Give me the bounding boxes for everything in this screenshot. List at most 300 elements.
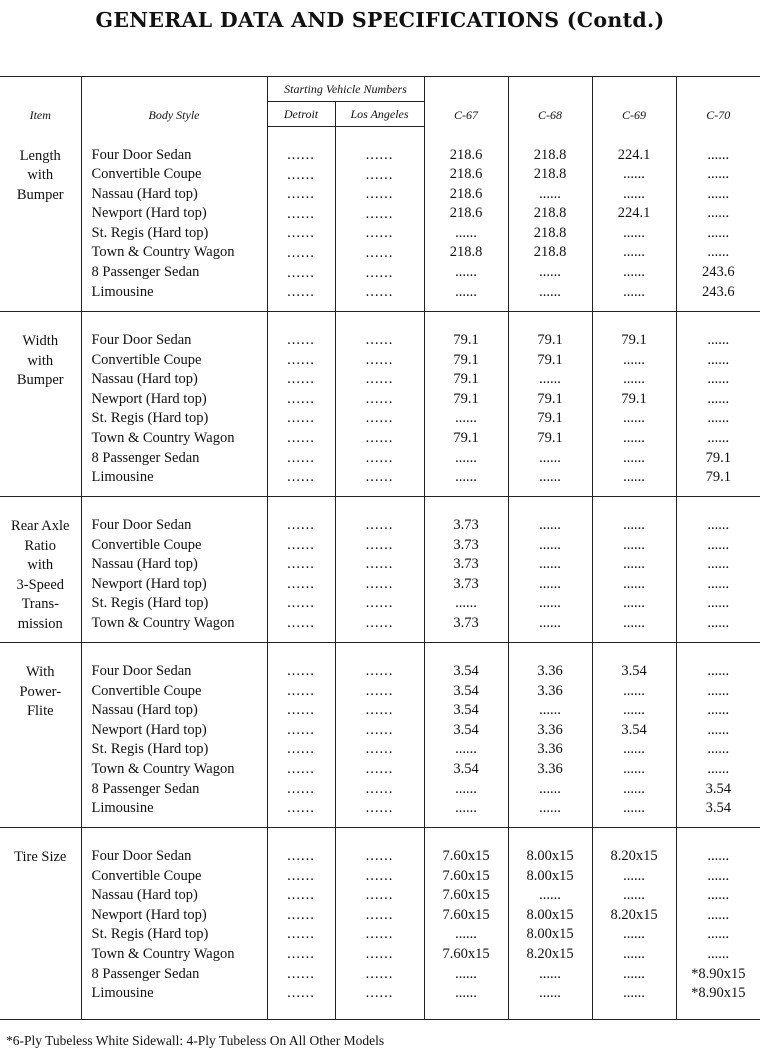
spec-group [0,127,760,312]
c68-value: ...... [539,556,561,573]
c67-value: 7.60x15 [442,945,490,962]
item-label-line: Power- [19,683,62,700]
header-model: C-67 [424,77,508,127]
c69-value: ...... [623,741,645,758]
los-angeles-value: ...... [365,760,394,777]
detroit-value: ...... [287,595,315,612]
c70-value: ...... [707,166,730,183]
detroit-value: ...... [287,906,315,923]
c70-value: ...... [707,887,730,904]
los-angeles-value: ...... [365,244,394,261]
c70-value: ...... [707,556,730,573]
los-angeles-value: ...... [365,449,394,466]
c69-value: ...... [623,702,645,719]
header-model: C-69 [592,77,676,127]
c67-value: 3.54 [453,663,479,679]
detroit-value: ...... [287,985,315,1002]
c69-value: ...... [623,887,645,904]
c69-value: ...... [623,536,645,553]
c67-value: 7.60x15 [442,887,490,904]
c70-value: *8.90x15 [691,965,746,982]
c68-value-column [508,828,592,1020]
c69-value-column [592,828,676,1020]
detroit-value: ...... [287,848,315,864]
c67-value: 7.60x15 [442,848,490,864]
item-label-line: Length [19,147,61,164]
body-style: Nassau (Hard top) [91,185,198,202]
body-style: Newport (Hard top) [91,205,207,222]
item-label-line: with [27,352,54,369]
item-label-line: Bumper [16,372,64,389]
detroit-value: ...... [287,332,315,348]
c70-value: ...... [707,848,730,864]
item-label-line: 3-Speed [16,576,64,593]
c69-value: ...... [623,469,645,486]
c67-value: ...... [455,741,477,758]
los-angeles-value: ...... [365,147,394,163]
c68-value: ...... [539,536,561,553]
los-angeles-value-column [335,127,424,312]
c67-value: ...... [455,965,477,982]
body-style: Convertible Coupe [91,166,202,183]
c70-value-column [676,643,760,828]
c69-value: 224.1 [617,205,651,222]
body-style: 8 Passenger Sedan [91,965,200,982]
body-style: Convertible Coupe [91,351,202,368]
item-label-line: with [27,557,54,574]
c68-value: 79.1 [537,429,563,446]
c68-value-column [508,127,592,312]
c70-value: ...... [707,224,730,241]
c69-value-column [592,497,676,643]
item-label-line: With [26,664,55,680]
c68-value: 218.8 [533,146,567,163]
c67-value: ...... [455,926,477,943]
c67-value: ...... [455,780,477,797]
c70-value: *8.90x15 [691,985,746,1002]
c68-value: ...... [539,780,561,797]
body-style-column [81,312,267,497]
header-detroit: Detroit [267,102,335,127]
detroit-value: ...... [287,887,315,904]
c68-value-column [508,312,592,497]
c67-value-column [424,828,508,1020]
item-label [0,828,81,1020]
c68-value: ...... [539,965,561,982]
c69-value: 79.1 [621,390,647,407]
item-label [0,127,81,312]
c68-value: ...... [539,517,561,533]
spec-group [0,497,760,643]
los-angeles-value: ...... [365,205,394,222]
c67-value: 79.1 [453,351,479,368]
c69-value: ...... [623,244,645,261]
detroit-value: ...... [287,721,315,738]
detroit-value: ...... [287,410,315,427]
c68-value: ...... [539,595,561,612]
c68-value: 3.36 [537,741,563,758]
c68-value: ...... [539,449,561,466]
c67-value: 3.73 [453,556,479,573]
c69-value: ...... [623,166,645,183]
detroit-value: ...... [287,741,315,758]
detroit-value: ...... [287,469,315,486]
los-angeles-value: ...... [365,614,394,631]
c70-value: ...... [707,906,730,923]
detroit-value-column [267,312,335,497]
c69-value: 224.1 [617,146,651,163]
c70-value: ...... [707,614,730,631]
c68-value: 218.8 [533,166,567,183]
los-angeles-value: ...... [365,186,394,203]
detroit-value: ...... [287,205,315,222]
detroit-value: ...... [287,614,315,631]
c68-value: 8.00x15 [526,848,574,864]
c70-value: ...... [707,517,730,533]
body-style: Four Door Sedan [91,517,192,533]
c68-value: 218.8 [533,205,567,222]
c67-value: 218.6 [449,205,483,222]
detroit-value: ...... [287,284,315,301]
body-style: Town & Country Wagon [91,614,235,631]
c67-value: 218.8 [449,244,483,261]
body-style: St. Regis (Hard top) [91,410,209,427]
los-angeles-value: ...... [365,517,394,533]
c68-value: 79.1 [537,410,563,427]
detroit-value: ...... [287,945,315,962]
c67-value-column [424,497,508,643]
c67-value: 3.73 [453,614,479,631]
c68-value: ...... [539,702,561,719]
c70-value: 243.6 [701,283,735,300]
c67-value: 3.54 [453,702,479,719]
c69-value: ...... [623,224,645,241]
spec-group [0,643,760,828]
body-style-column [81,643,267,828]
body-style: Limousine [91,985,154,1002]
los-angeles-value: ...... [365,985,394,1002]
body-style: 8 Passenger Sedan [91,780,200,797]
los-angeles-value: ...... [365,371,394,388]
c67-value: ...... [455,283,477,300]
c70-value: ...... [707,536,730,553]
item-label-line: with [27,167,54,184]
body-style: Newport (Hard top) [91,721,207,738]
c69-value-column [592,127,676,312]
c69-value: ...... [623,760,645,777]
c67-value: 3.54 [453,682,479,699]
c67-value: 7.60x15 [442,867,490,884]
c68-value: ...... [539,614,561,631]
item-label [0,643,81,828]
los-angeles-value: ...... [365,780,394,797]
los-angeles-value-column [335,828,424,1020]
c69-value: ...... [623,985,645,1002]
c68-value: ...... [539,985,561,1002]
los-angeles-value: ...... [365,556,394,573]
c67-value: 7.60x15 [442,906,490,923]
body-style: Convertible Coupe [91,682,202,699]
c70-value: ...... [707,945,730,962]
item-label-line: Trans- [21,596,59,613]
c70-value-column [676,828,760,1020]
los-angeles-value: ...... [365,702,394,719]
c69-value: ...... [623,575,645,592]
page-title: GENERAL DATA AND SPECIFICATIONS (Contd.) [95,8,665,32]
los-angeles-value: ...... [365,284,394,301]
item-label-line: Rear Axle [11,518,70,534]
c70-value: ...... [707,185,730,202]
los-angeles-value: ...... [365,721,394,738]
body-style-column [81,497,267,643]
los-angeles-value: ...... [365,225,394,242]
body-style: Nassau (Hard top) [91,371,198,388]
los-angeles-value: ...... [365,595,394,612]
c70-value-column [676,497,760,643]
los-angeles-value: ...... [365,906,394,923]
c68-value-column [508,497,592,643]
c69-value-column [592,312,676,497]
c67-value-column [424,312,508,497]
detroit-value-column [267,127,335,312]
c68-value: ...... [539,264,561,281]
c69-value: ...... [623,614,645,631]
c68-value: ...... [539,575,561,592]
c67-value: 3.73 [453,517,479,533]
c70-value: ...... [707,702,730,719]
c70-value: ...... [707,575,730,592]
c69-value: ...... [623,517,645,533]
c69-value: 8.20x15 [610,848,658,864]
los-angeles-value: ...... [365,741,394,758]
los-angeles-value-column [335,497,424,643]
body-style: Four Door Sedan [91,146,192,163]
c70-value: ...... [707,867,730,884]
detroit-value: ...... [287,147,315,163]
c69-value: ...... [623,264,645,281]
c70-value-column [676,312,760,497]
item-label-line: Width [22,333,59,349]
c68-value: ...... [539,371,561,388]
c70-value: ...... [707,205,730,222]
body-style: St. Regis (Hard top) [91,224,209,241]
los-angeles-value: ...... [365,848,394,864]
item-label-line: Ratio [24,537,56,554]
c67-value-column [424,127,508,312]
los-angeles-value: ...... [365,332,394,348]
c67-value: 3.73 [453,536,479,553]
c69-value: ...... [623,780,645,797]
c68-value-column [508,643,592,828]
c70-value: ...... [707,663,730,679]
body-style: Town & Country Wagon [91,429,235,446]
detroit-value: ...... [287,264,315,281]
c70-value: ...... [707,390,730,407]
body-style: Limousine [91,469,154,486]
detroit-value: ...... [287,702,315,719]
c67-value: 79.1 [453,332,479,348]
c67-value: ...... [455,449,477,466]
c70-value: ...... [707,595,730,612]
c70-value: ...... [707,371,730,388]
c69-value: ...... [623,945,645,962]
header-los-angeles: Los Angeles [335,102,424,127]
body-style: Newport (Hard top) [91,906,207,923]
c68-value: ...... [539,283,561,300]
header-model: C-70 [676,77,760,127]
los-angeles-value: ...... [365,800,394,817]
body-style: St. Regis (Hard top) [91,926,209,943]
detroit-value-column [267,643,335,828]
body-style: Four Door Sedan [91,848,192,864]
spec-group [0,828,760,1020]
c69-value: ...... [623,449,645,466]
body-style: Convertible Coupe [91,536,202,553]
c70-value: ...... [707,741,730,758]
c68-value: ...... [539,887,561,904]
c69-value: 3.54 [621,663,647,679]
body-style-column [81,127,267,312]
c70-value: 243.6 [701,264,735,281]
body-style: Nassau (Hard top) [91,556,198,573]
detroit-value: ...... [287,390,315,407]
c67-value: 3.73 [453,575,479,592]
detroit-value: ...... [287,575,315,592]
los-angeles-value: ...... [365,663,394,679]
c67-value: 79.1 [453,429,479,446]
c70-value: ...... [707,351,730,368]
los-angeles-value: ...... [365,945,394,962]
detroit-value: ...... [287,536,315,553]
header-body-style: Body Style [81,77,267,127]
los-angeles-value: ...... [365,887,394,904]
c69-value: ...... [623,429,645,446]
body-style: Limousine [91,800,154,817]
c70-value-column [676,127,760,312]
c69-value: ...... [623,556,645,573]
c68-value: 218.8 [533,244,567,261]
c67-value: 3.54 [453,721,479,738]
c70-value: 79.1 [705,449,731,466]
c69-value: ...... [623,283,645,300]
los-angeles-value-column [335,312,424,497]
c67-value: 3.54 [453,760,479,777]
c70-value: ...... [707,760,730,777]
body-style: Convertible Coupe [91,867,202,884]
c67-value-column [424,643,508,828]
item-label-line: Flite [26,703,54,720]
detroit-value: ...... [287,186,315,203]
body-style: 8 Passenger Sedan [91,449,200,466]
los-angeles-value: ...... [365,410,394,427]
c68-value: 3.36 [537,682,563,699]
detroit-value: ...... [287,371,315,388]
los-angeles-value: ...... [365,867,394,884]
body-style: Town & Country Wagon [91,244,235,261]
c67-value: ...... [455,985,477,1002]
c68-value: ...... [539,469,561,486]
c68-value: 8.00x15 [526,926,574,943]
c69-value: ...... [623,371,645,388]
item-label-line: mission [17,615,63,632]
c68-value: 3.36 [537,663,563,679]
spec-table [0,76,760,1020]
detroit-value-column [267,828,335,1020]
c69-value: ...... [623,595,645,612]
c70-value: ...... [707,332,730,348]
detroit-value: ...... [287,225,315,242]
detroit-value: ...... [287,166,315,183]
body-style: Town & Country Wagon [91,945,235,962]
c67-value: ...... [455,224,477,241]
body-style: Newport (Hard top) [91,390,207,407]
c70-value: 3.54 [705,780,731,797]
body-style: St. Regis (Hard top) [91,595,209,612]
detroit-value: ...... [287,780,315,797]
body-style-column [81,828,267,1020]
item-label [0,497,81,643]
c70-value: ...... [707,429,730,446]
c68-value: 79.1 [537,390,563,407]
body-style: Four Door Sedan [91,332,192,348]
c69-value: ...... [623,682,645,699]
body-style: 8 Passenger Sedan [91,264,200,281]
c68-value: 79.1 [537,351,563,368]
los-angeles-value: ...... [365,536,394,553]
detroit-value: ...... [287,517,315,533]
c70-value: 3.54 [705,800,731,817]
body-style: Nassau (Hard top) [91,702,198,719]
c68-value: 8.00x15 [526,906,574,923]
detroit-value: ...... [287,867,315,884]
los-angeles-value: ...... [365,965,394,982]
los-angeles-value: ...... [365,575,394,592]
c67-value: ...... [455,264,477,281]
detroit-value: ...... [287,663,315,679]
c67-value: 218.6 [449,185,483,202]
c70-value: ...... [707,146,730,163]
detroit-value: ...... [287,556,315,573]
c68-value: ...... [539,800,561,817]
detroit-value: ...... [287,429,315,446]
footnote: *6-Ply Tubeless White Sidewall: 4-Ply Tubeless On All Other Models [6,1033,385,1048]
c70-value: ...... [707,926,730,943]
body-style: St. Regis (Hard top) [91,741,209,758]
header-model: C-68 [508,77,592,127]
c68-value: 3.36 [537,721,563,738]
los-angeles-value: ...... [365,926,394,943]
c69-value: ...... [623,351,645,368]
c69-value: 3.54 [621,721,647,738]
body-style: Nassau (Hard top) [91,887,198,904]
c67-value: 218.6 [449,146,483,163]
c69-value: ...... [623,926,645,943]
c67-value: ...... [455,410,477,427]
body-style: Limousine [91,283,154,300]
detroit-value-column [267,497,335,643]
los-angeles-value: ...... [365,351,394,368]
los-angeles-value: ...... [365,166,394,183]
c70-value: ...... [707,410,730,427]
los-angeles-value: ...... [365,469,394,486]
c69-value: 79.1 [621,332,647,348]
detroit-value: ...... [287,449,315,466]
c70-value: ...... [707,721,730,738]
c67-value: 218.6 [449,166,483,183]
los-angeles-value: ...... [365,390,394,407]
detroit-value: ...... [287,800,315,817]
spec-group [0,312,760,497]
